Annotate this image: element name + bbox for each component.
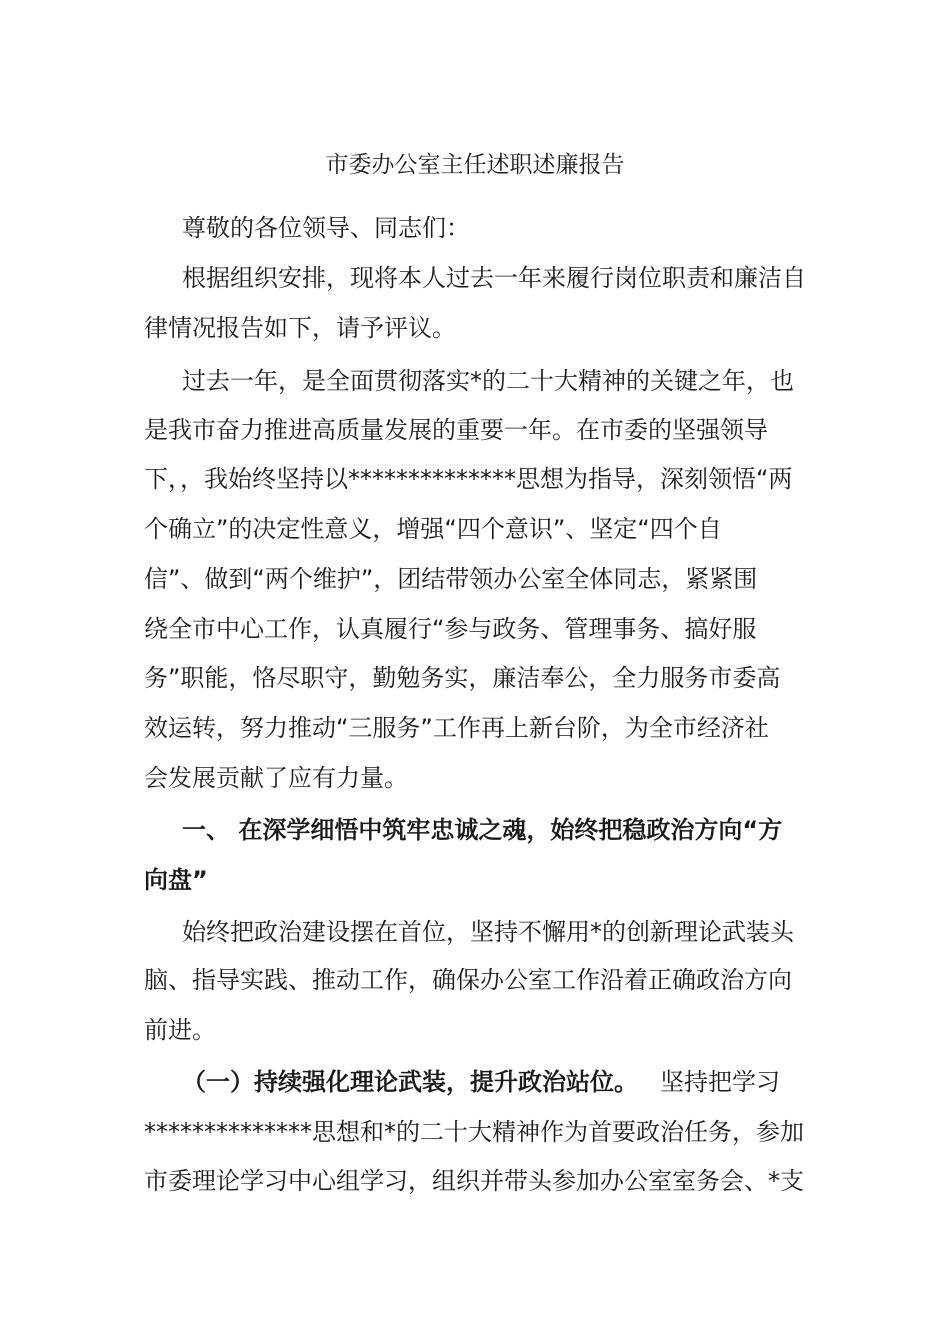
overview-line-9: 会发展贡献了应有力量。 [144,764,408,792]
overview-line-8: 效运转，努力推动“三服务”工作再上新台阶，为全市经济社 [144,714,769,742]
intro-line-1: 根据组织安排，现将本人过去一年来履行岗位职责和廉洁自 [182,264,806,292]
subsection-lead: 坚持把学习 [660,1068,780,1096]
subsection-line-2: **************思想和*的二十大精神作为首要政治任务，参加 [144,1118,804,1146]
section-body-line-2: 脑、指导实践、推动工作，确保办公室工作沿着正确政治方向 [144,966,792,994]
overview-line-7: 务”职能，恪尽职守，勤勉务实，廉洁奉公，全力服务市委高 [144,664,781,692]
subsection-line-1 [182,1063,780,1101]
section-heading-line-1: 一、 在深学细悟中筑牢忠诚之魂，始终把稳政治方向“方 [182,816,783,844]
overview-line-6: 绕全市中心工作，认真履行“参与政务、管理事务、搞好服 [144,615,757,643]
salutation: 尊敬的各位领导、同志们： [182,214,470,242]
overview-line-4: 个确立”的决定性意义，增强“四个意识”、坚定“四个自 [144,515,722,543]
overview-line-5: 信”、做到“两个维护”，团结带领办公室全体同志，紧紧围 [144,565,758,593]
section-body-line-3: 前进。 [144,1016,216,1044]
subsection-heading: （一）持续强化理论武装，提升政治站位。 [182,1068,638,1096]
subsection-line-3: 市委理论学习中心组学习，组织并带头参加办公室室务会、*支 [144,1167,804,1195]
overview-line-2: 是我市奋力推进高质量发展的重要一年。在市委的坚强领导 [144,416,768,444]
section-body-line-1: 始终把政治建设摆在首位，坚持不懈用*的创新理论武装头 [182,918,794,946]
document-title: 市委办公室主任述职述廉报告 [325,152,625,178]
overview-line-1: 过去一年，是全面贯彻落实*的二十大精神的关键之年，也 [182,367,794,395]
intro-line-2: 律情况报告如下，请予评议。 [144,314,456,342]
section-heading-line-2: 向盘” [144,866,208,894]
overview-line-3: 下，，我始终坚持以**************思想为指导，深刻领悟“两 [144,465,793,493]
